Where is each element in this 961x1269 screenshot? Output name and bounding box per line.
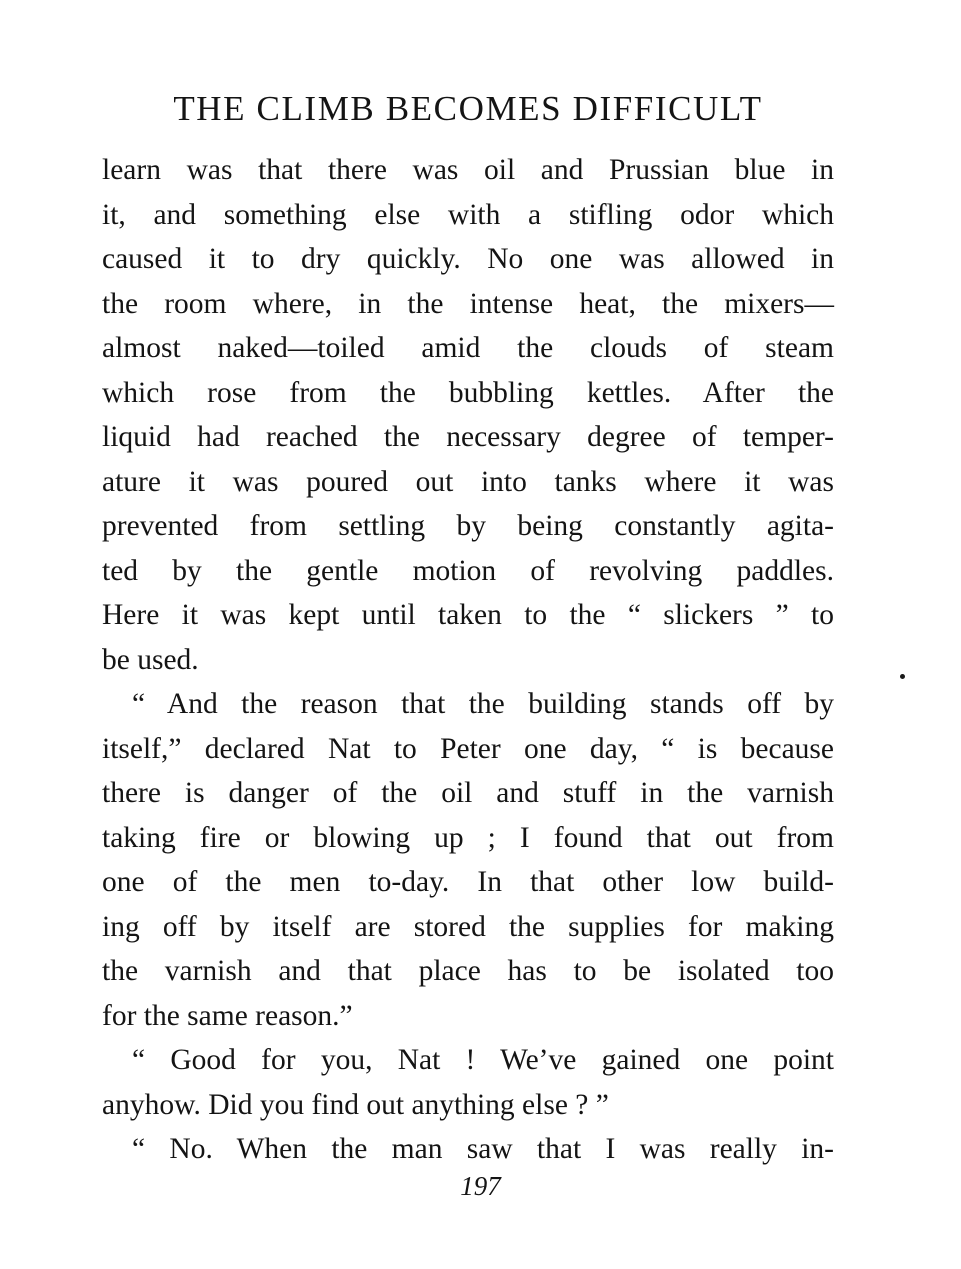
- text-line: ature it was poured out into tanks where it was: [102, 465, 834, 498]
- text-line: liquid had reached the necessary degree of temper-: [102, 421, 834, 453]
- text-line: there is danger of the oil and stuff in the varnish: [102, 777, 834, 809]
- ink-speck: [900, 674, 905, 679]
- text-line: prevented from settling by being constantly agita-: [102, 510, 834, 542]
- text-line: almost naked—toiled amid the clouds of steam: [102, 332, 834, 364]
- text-line: caused it to dry quickly. No one was allowed in: [102, 243, 834, 275]
- text-line: one of the men to-day. In that other low build-: [102, 866, 834, 898]
- text-line: learn was that there was oil and Prussian blue in: [102, 154, 834, 186]
- text-line: ted by the gentle motion of revolving paddles.: [102, 554, 834, 587]
- paragraph-end-line: for the same reason.”: [102, 999, 353, 1032]
- text-line: itself,” declared Nat to Peter one day, “ is because: [102, 732, 834, 765]
- text-line: Here it was kept until taken to the “ slickers ” to: [102, 599, 834, 631]
- text-line: it, and something else with a stifling odor which: [102, 198, 834, 231]
- paragraph-start-line: “ And the reason that the building stands off by: [132, 688, 834, 720]
- page-number: 197: [460, 1171, 501, 1201]
- text-line: taking fire or blowing up ; I found that out from: [102, 821, 834, 854]
- text-line: the room where, in the intense heat, the mixers—: [102, 287, 834, 320]
- text-line: ing off by itself are stored the supplies for making: [102, 910, 834, 943]
- paragraph-start-line: “ No. When the man saw that I was really in-: [132, 1133, 834, 1165]
- paragraph-end-line: anyhow. Did you find out anything else ? ”: [102, 1088, 609, 1121]
- running-head: THE CLIMB BECOMES DIFFICULT: [173, 89, 763, 128]
- paragraph-end-line: be used.: [102, 643, 199, 676]
- paragraph-start-line: “ Good for you, Nat ! We’ve gained one point: [132, 1044, 834, 1076]
- text-line: the varnish and that place has to be isolated too: [102, 955, 834, 987]
- text-line: which rose from the bubbling kettles. After the: [102, 376, 834, 409]
- body-text: [102, 148, 834, 1172]
